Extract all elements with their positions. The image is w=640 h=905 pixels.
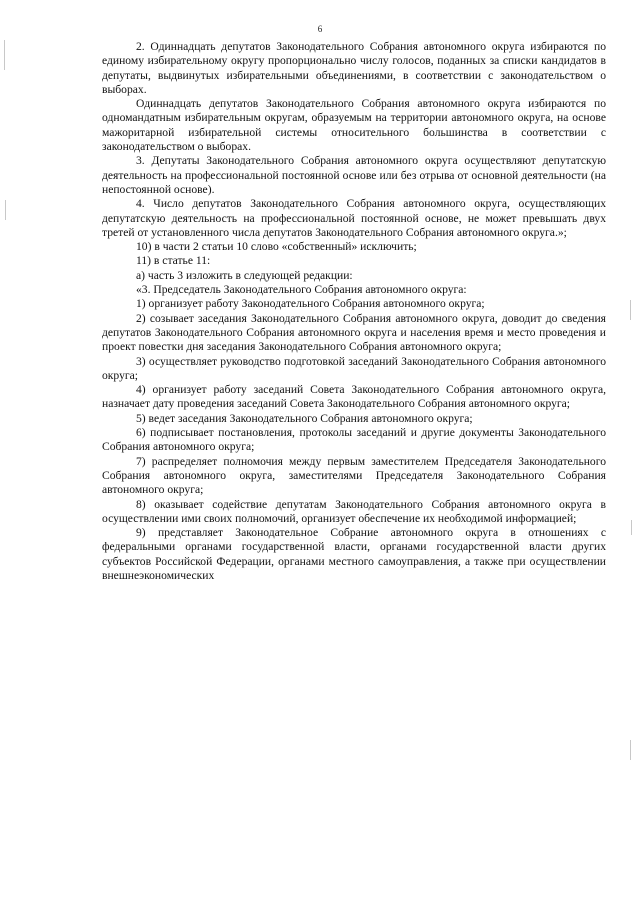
paragraph: 2. Одиннадцать депутатов Законодательного Собрания автономного округа избираются по единому избирательному округу пропорционально числу голосов, поданных за списки кандидатов в депутаты, выдвинутых избирательными объединениями, в соответствии с законодательством о выборах. [102,40,606,96]
scan-edge-mark [5,200,6,220]
paragraph: «3. Председатель Законодательного Собрания автономного округа: [136,283,467,297]
scan-edge-mark [630,740,631,760]
paragraph: Одиннадцать депутатов Законодательного Собрания автономного округа избираются по одномандатным избирательным округам, образуемым на территории автономного округа, на основе мажоритарной избирательной системы относительного большинства в соответствии с законодательством о выборах. [102,97,606,154]
paragraph: 4) организует работу заседаний Совета Законодательного Собрания автономного округа, назначает дату проведения заседаний Совета Законодательного Собрания автономного округа; [102,383,606,411]
paragraph: 4. Число депутатов Законодательного Собрания автономного округа, осуществляющих депутатскую деятельность на профессиональной постоянной основе, не может превышать двух третей от установленного числа депутатов Законодательного Собрания автономного округа.»; [102,197,606,239]
page-number: 6 [317,24,323,34]
paragraph: 6) подписывает постановления, протоколы заседаний и другие документы Законодательного Собрания автономного округа; [102,426,606,454]
paragraph: 11) в статье 11: [136,254,211,268]
scan-edge-mark [630,300,631,320]
paragraph: 5) ведет заседания Законодательного Собрания автономного округа; [136,411,473,425]
scan-edge-mark [631,520,632,535]
paragraph: 9) представляет Законодательное Собрание автономного округа в отношениях с федеральными органами государственной власти, органами государственной власти других субъектов Российской Федерации, органами местного самоуправления, а также при осуществлении внешнеэкономических [102,526,606,582]
document-body [102,40,606,583]
paragraph: 3) осуществляет руководство подготовкой заседаний Законодательного Собрания автономного округа; [102,354,606,382]
paragraph: 2) созывает заседания Законодательного Собрания автономного округа, доводит до сведения депутатов Законодательного Собрания автономного округа и населения время и место проведения и проект повестки дня заседания Законодательного Собрания автономного округа; [102,311,606,354]
paragraph: 8) оказывает содействие депутатам Законодательного Собрания автономного округа в осуществлении ими своих полномочий, организует обеспечение их необходимой информацией; [102,497,606,525]
paragraph: а) часть 3 изложить в следующей редакции: [136,268,353,282]
paragraph: 3. Депутаты Законодательного Собрания автономного округа осуществляют депутатскую деятельность на профессиональной постоянной основе или без отрыва от основной деятельности (на непостоянной основе). [102,154,606,196]
paragraph: 10) в части 2 статьи 10 слово «собственный» исключить; [136,240,417,254]
scan-edge-mark [4,40,5,70]
paragraph: 1) организует работу Законодательного Собрания автономного округа; [136,297,485,311]
paragraph: 7) распределяет полномочия между первым заместителем Председателя Законодательного Собрания автономного округа, заместителями Председателя Законодательного Собрания автономного округа; [102,454,606,497]
